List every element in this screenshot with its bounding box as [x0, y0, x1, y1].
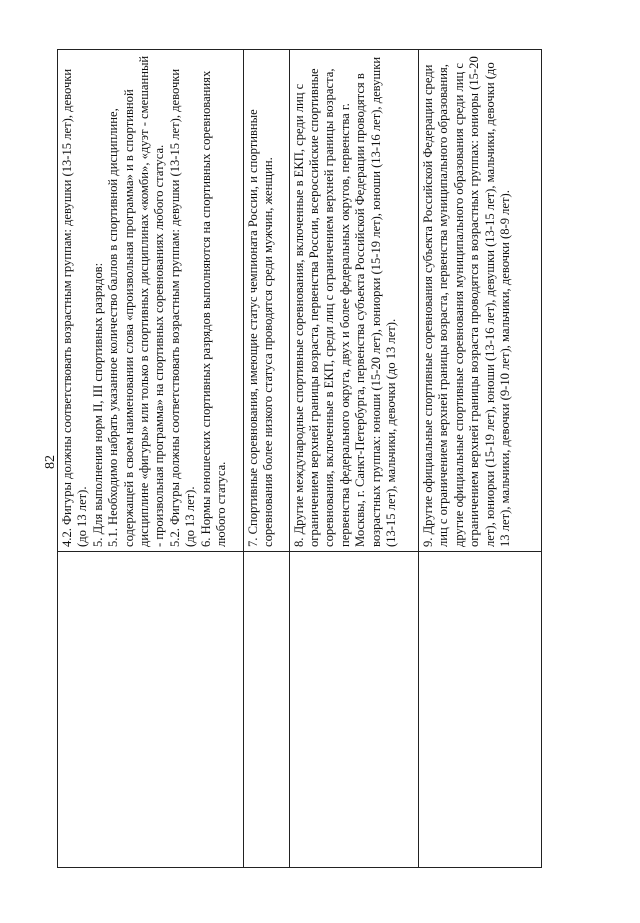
table-cell-left: [418, 552, 541, 868]
table-cell-right: [58, 50, 244, 552]
table-row: [289, 50, 418, 868]
table-row: [243, 50, 289, 868]
table-cell-left: [243, 552, 289, 868]
page-number: 82: [43, 455, 58, 469]
table-row: [418, 50, 541, 868]
table-cell-left: [58, 552, 244, 868]
table-cell-right: [289, 50, 418, 552]
clause-paragraph: 5.2. Фигуры должны соответствовать возрастным группам: девушки (13-15 лет), девочки (до 13 лет).: [167, 68, 198, 547]
clause-paragraph: 5.1. Необходимо набрать указанное количество баллов в спортивной дисциплине, содержащей в своем наименовании слова «произвольная программа» и в спортивной дисциплине «фигуры» или только в спортивных дисциплинах «комби», «дуэт - смешанный - произвольная программа» на спортивных соревнованиях любого статуса.: [106, 55, 167, 547]
clause-paragraph: 4.2. Фигуры должны соответствовать возрастным группам: девушки (13-15 лет), девочки (до 13 лет).: [60, 68, 90, 547]
table-cell-right: [418, 50, 541, 552]
clause-paragraph: 5. Для выполнения норм II, III спортивных разрядов:: [90, 262, 105, 547]
rotated-page: [57, 50, 542, 868]
table-cell-left: [289, 552, 418, 868]
table-row: [58, 50, 244, 868]
clause-paragraph: 7. Спортивные соревнования, имеющие статус чемпионата России, и спортивные соревнования более низкого статуса проводятся среди мужчин, женщин.: [245, 109, 276, 547]
table-cell-right: [243, 50, 289, 552]
clause-paragraph: 9. Другие официальные спортивные соревнования субъекта Российской Федерации среди лиц с ограничением верхней границы возраста, первенства муниципального образования, другие официальные спортивные соревнования муниципального образования среди лиц с ограничением верхней границы возраста проводятся в возрастных группах: юниоры (15-20 лет), юниорки (15-19 лет), юноши (13-16 лет), девушки (13-15 лет), мальчики, девочки (до 13 лет), мальчики, девочки (9-10 лет), мальчики, девочки (8-9 лет).: [420, 56, 512, 547]
clause-paragraph: 8. Другие международные спортивные соревнования, включенные в ЕКП, среди лиц с ограничением верхней границы возраста, первенства России, всероссийские спортивные соревнования, включенные в ЕКП, среди лиц с ограничением верхней границы возраста, первенства федерального округа, двух и более федеральных округов, первенства г. Москвы, г. Санкт-Петербурга, первенства субъекта Российской Федерации проводятся в возрастных группах: юноши (15-20 лет), юниорки (15-19 лет), юноши (13-16 лет), девушки (13-15 лет), мальчики, девочки (до 13 лет).: [291, 56, 398, 547]
regulation-table: [57, 49, 542, 868]
rotated-table-container: [57, 50, 542, 868]
clause-paragraph: 6. Нормы юношеских спортивных разрядов выполняются на спортивных соревнованиях любого статуса.: [198, 70, 229, 547]
